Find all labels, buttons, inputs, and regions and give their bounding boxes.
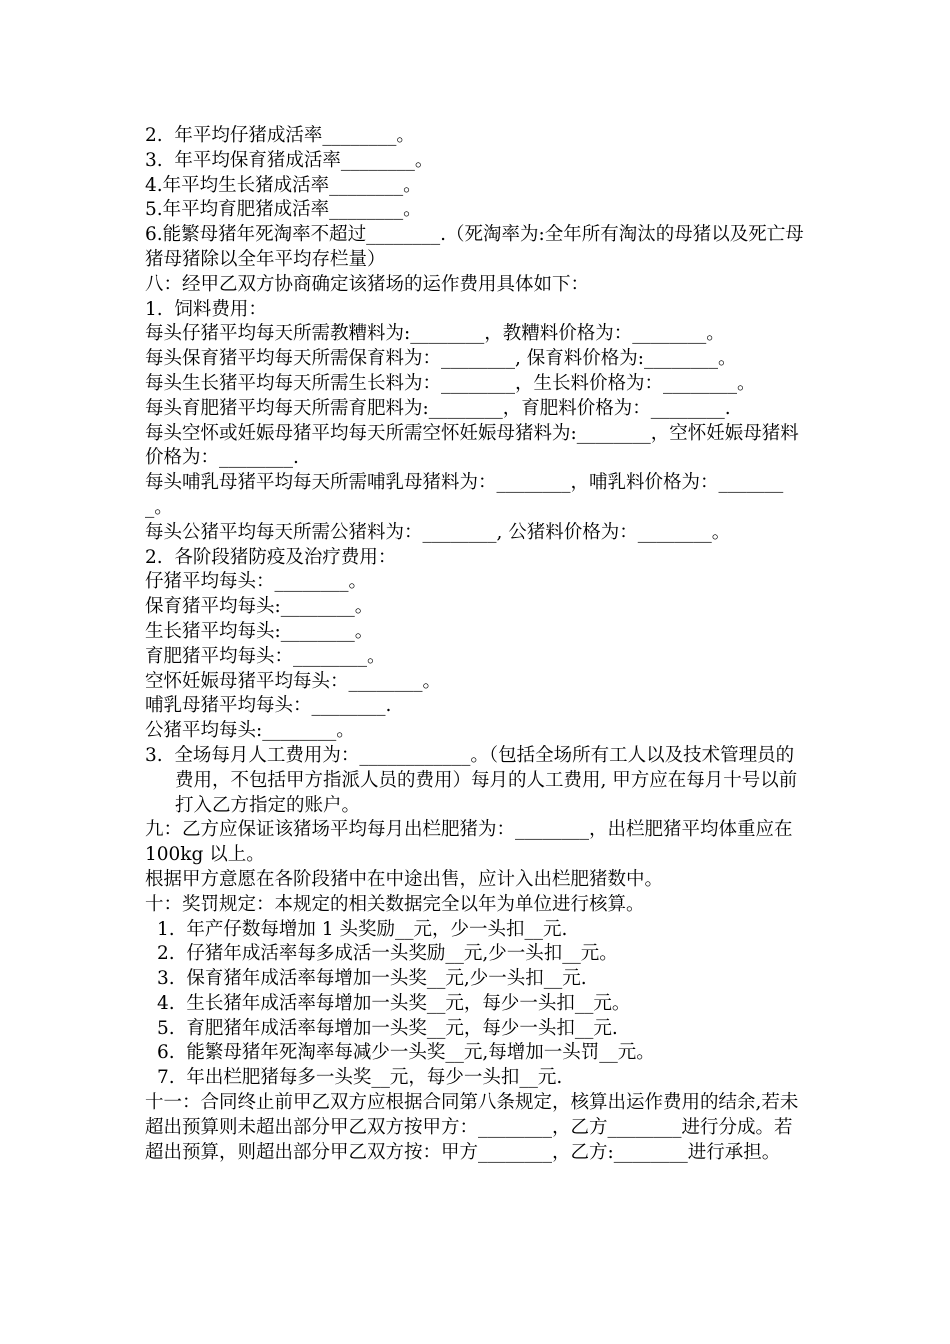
vet-nursery: 保育猪平均每头:________。 [145, 596, 374, 618]
section-8-heading: 八：经甲乙双方协商确定该猪场的运作费用具体如下： [145, 273, 590, 295]
reward-rule-4: 4. 生长猪年成活率每增加一头奖__元，每少一头扣__元。 [157, 992, 631, 1014]
feed-gestating-sow: 每头空怀或妊娠母猪平均每天所需空怀妊娠母猪料为:________，空怀妊娠母猪料价格为：________. [145, 422, 799, 469]
feed-cost-heading: 1. 饲料费用： [145, 298, 267, 320]
labor-cost: 3. 全场每月人工费用为：____________。（包括全场所有工人以及技术管理员的费用，不包括甲方指派人员的费用）每月的人工费用, 甲方应在每月十号以前打入乙方指定的账户。 [145, 744, 798, 816]
feed-grower: 每头生长猪平均每天所需生长料为：________，生长料价格为：________。 [145, 372, 756, 394]
reward-rule-7: 7. 年出栏肥猪每多一头奖__元，每少一头扣__元. [157, 1067, 563, 1089]
item-2-piglet-survival: 2. 年平均仔猪成活率________。 [145, 125, 415, 146]
vet-boar: 公猪平均每头:________。 [145, 720, 355, 742]
section-10-heading: 十：奖罚规定：本规定的相关数据完全以年为单位进行核算。 [145, 893, 645, 915]
reward-rule-3: 3. 保育猪年成活率每增加一头奖__元,少一头扣__元. [157, 968, 587, 990]
item-6-sow-culling-rate: 6.能繁母猪年死淘率不超过________.（死淘率为:全年所有淘汰的母猪以及死亡母猪母猪除以全年平均存栏量） [145, 224, 804, 270]
reward-rule-1: 1. 年产仔数每增加 1 头奖励__元，少一头扣__元. [157, 918, 568, 940]
document-page [145, 124, 810, 1165]
vet-grower: 生长猪平均每头:________。 [145, 620, 374, 642]
feed-finisher: 每头育肥猪平均每天所需育肥料为:________，育肥料价格为：________. [145, 397, 731, 419]
vet-lactating-sow: 哺乳母猪平均每头：________. [145, 695, 392, 717]
feed-lactating-sow: 每头哺乳母猪平均每天所需哺乳母猪料为：________，哺乳料价格为：________。 [145, 472, 784, 518]
vet-finisher: 育肥猪平均每头：________。 [145, 645, 386, 667]
item-5-finisher-survival: 5.年平均育肥猪成活率________。 [145, 199, 422, 221]
vet-gestating-sow: 空怀妊娠母猪平均每头：________。 [145, 670, 442, 692]
item-3-nursery-survival: 3. 年平均保育猪成活率________。 [145, 149, 434, 171]
reward-rule-6: 6. 能繁母猪年死淘率每减少一头奖__元,每增加一头罚__元。 [157, 1042, 655, 1064]
reward-rule-2: 2. 仔猪年成活率每多成活一头奖励__元,少一头扣__元。 [157, 943, 618, 965]
section-9-note: 根据甲方意愿在各阶段猪中在中途出售，应计入出栏肥猪数中。 [145, 868, 664, 890]
section-11-settlement: 十一：合同终止前甲乙双方应根据合同第八条规定，核算出运作费用的结余,若未超出预算则未超出部分甲乙双方按甲方：________，乙方________进行分成。若超出预算，则超出部分甲乙双方按：甲方________，乙方:________进行承担。 [145, 1092, 799, 1163]
vet-piglet: 仔猪平均每头：________。 [145, 571, 368, 593]
feed-piglet: 每头仔猪平均每天所需教糟料为:________，教糟料价格为：________。 [145, 323, 725, 345]
reward-rule-5: 5. 育肥猪年成活率每增加一头奖__元，每少一头扣__元. [157, 1017, 618, 1039]
feed-boar: 每头公猪平均每天所需公猪料为：________, 公猪料价格为：________。 [145, 521, 731, 543]
section-9-output: 九：乙方应保证该猪场平均每月出栏肥猪为：________，出栏肥猪平均体重应在 100kg 以上。 [145, 819, 799, 866]
vet-cost-heading: 2. 各阶段猪防疫及治疗费用： [145, 546, 397, 568]
feed-nursery: 每头保育猪平均每天所需保育料为：________, 保育料价格为:________。 [145, 348, 737, 370]
item-4-grower-survival: 4.年平均生长猪成活率________。 [145, 174, 422, 196]
